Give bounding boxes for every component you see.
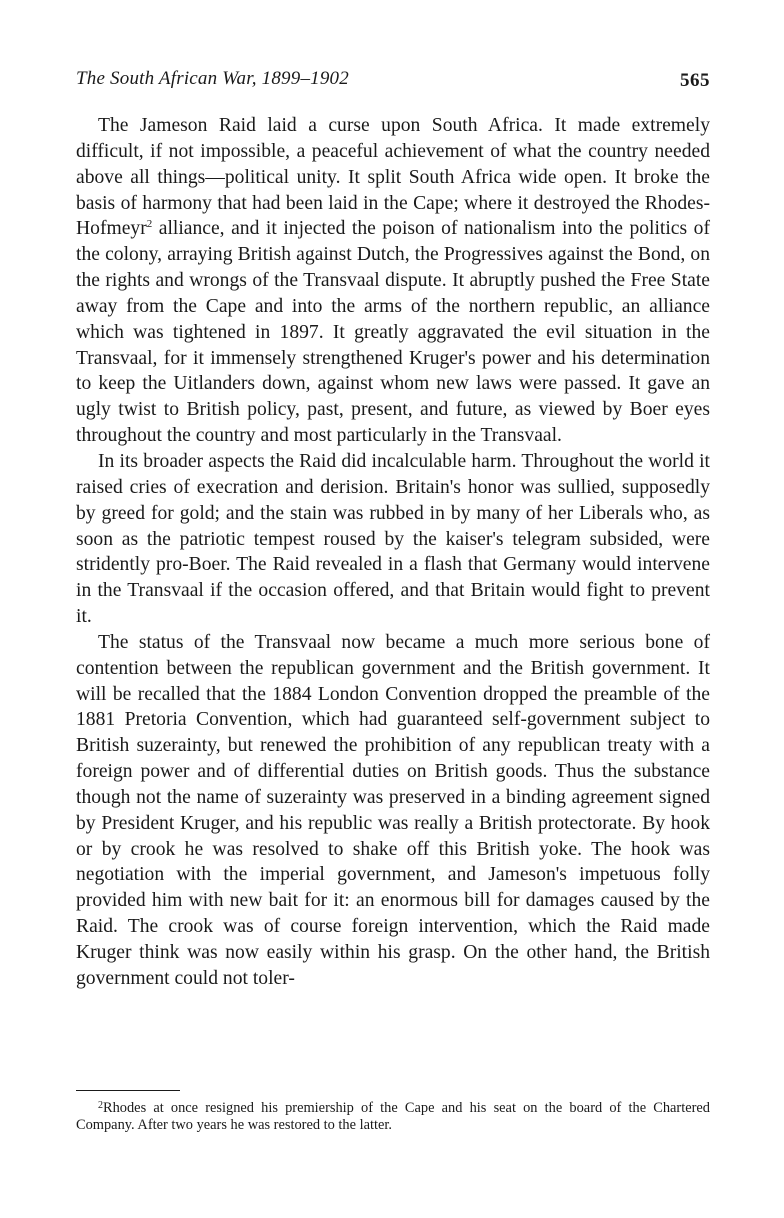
running-header <box>76 68 710 98</box>
paragraph-3: The status of the Transvaal now became a much more serious bone of contention between the republican government and the British government. It will be recalled that the 1884 London Convention dropped the preamble of the 1881 Pretoria Convention, which had guaranteed self-government subject to British suzerainty, but renewed the prohibition of any republican treaty with a foreign power and of differential duties on British goods. Thus the substance though not the name of suzerainty was preserved in a binding agreement signed by President Kruger, and his republic was really a British protectorate. By hook or by crook he was resolved to shake off this British yoke. The hook was negotiation with the imperial government, and Jameson's impetuous folly provided him with new bait for it: an enormous bill for damages caused by the Raid. The crook was of course foreign intervention, which the Raid made Kruger think was now easily within his grasp. On the other hand, the British government could not toler- <box>76 631 710 989</box>
page-number: 565 <box>680 70 710 91</box>
paragraph-1-part-b: alliance, and it injected the poison of nationalism into the politics of the colony, arraying British against Dutch, the Progressives against the Bond, on the rights and wrongs of the Transvaal dispute. It abruptly pushed the Free State away from the Cape and into the arms of the northern republic, an alliance which was tightened in 1897. It greatly aggravated the evil situation in the Transvaal, for it immensely strengthened Kruger's power and his determination to keep the Uitlanders down, against whom new laws were passed. It gave an ugly twist to British policy, past, present, and future, as viewed by Boer eyes throughout the country and most particularly in the Transvaal. <box>76 218 710 447</box>
footnote-mark: 2 <box>98 1100 103 1111</box>
footnote-divider <box>76 1090 180 1091</box>
footnote-text: Rhodes at once resigned his premiership of the Cape and his seat on the board of the Chartered Company. After two years he was restored to the latter. <box>76 1100 710 1133</box>
footnote <box>76 1100 710 1134</box>
paragraph-1-part-a: The Jameson Raid laid a curse upon South Africa. It made extremely difficult, if not impossible, a peaceful achievement of what the country needed above all things—political unity. It split South Africa wide open. It broke the basis of harmony that had been laid in the Cape; where it destroyed the Rhodes-Hofmeyr <box>76 115 710 240</box>
paragraph-2: In its broader aspects the Raid did incalculable harm. Throughout the world it raised cries of execration and derision. Britain's honor was sullied, supposedly by greed for gold; and the stain was rubbed in by many of her Liberals who, as soon as the patriotic tempest roused by the kaiser's telegram subsided, were stridently pro-Boer. The Raid revealed in a flash that Germany would intervene in the Transvaal if the occasion offered, and that Britain would fight to prevent it. <box>76 450 710 628</box>
footnote-reference: 2 <box>146 218 153 231</box>
running-title: The South African War, 1899–1902 <box>76 68 349 89</box>
paragraph-1 <box>76 113 710 449</box>
body-text <box>76 113 710 992</box>
